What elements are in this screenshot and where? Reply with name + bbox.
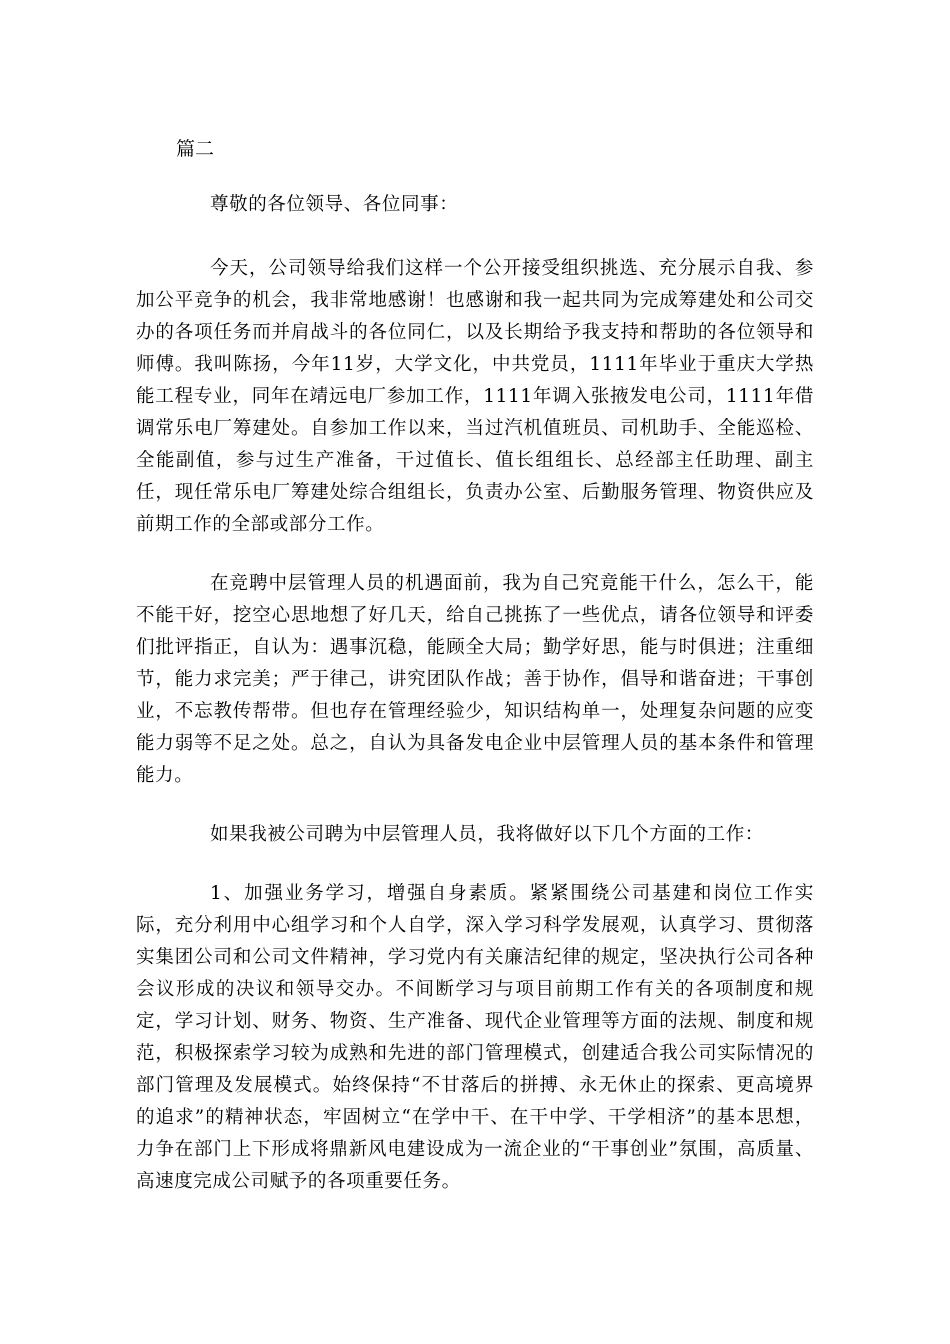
paragraph-self-assessment: 在竞聘中层管理人员的机遇面前，我为自己究竟能干什么，怎么干，能不能干好，挖空心思地想了好几天，给自己挑拣了一些优点，请各位领导和评委们批评指正，自认为：遇事沉稳，能顾全大局；勤学好思，能与时俱进；注重细节，能力求完美；严于律己，讲究团队作战；善于协作，倡导和谐奋进；干事创业，不忘教传帮带。但也存在管理经验少，知识结构单一，处理复杂问题的应变能力弱等不足之处。总之，自认为具备发电企业中层管理人员的基本条件和管理能力。 bbox=[136, 573, 814, 786]
paragraph-introduction: 今天，公司领导给我们这样一个公开接受组织挑选、充分展示自我、参加公平竞争的机会，我非常地感谢！也感谢和我一起共同为完成筹建处和公司交办的各项任务而并肩战斗的各位同仁，以及长期给予我支持和帮助的各位领导和师傅。我叫陈扬，今年11岁，大学文化，中共党员，1111年毕业于重庆大学热能工程专业，同年在靖远电厂参加工作，1111年调入张掖发电公司，1111年借调常乐电厂筹建处。自参加工作以来，当过汽机值班员、司机助手、全能巡检、全能副值，参与过生产准备，干过值长、值长组组长、总经部主任助理、副主任，现任常乐电厂筹建处综合组组长，负责办公室、后勤服务管理、物资供应及前期工作的全部或部分工作。 bbox=[136, 258, 814, 535]
paragraph-plan-item-1: 1、加强业务学习，增强自身素质。紧紧围绕公司基建和岗位工作实际，充分利用中心组学习和个人自学，深入学习科学发展观，认真学习、贯彻落实集团公司和公司文件精神，学习党内有关廉洁纪律的规定，坚决执行公司各种会议形成的决议和领导交办。不间断学习与项目前期工作有关的各项制度和规定，学习计划、财务、物资、生产准备、现代企业管理等方面的法规、制度和规范，积极探索学习较为成熟和先进的部门管理模式，创建适合我公司实际情况的部门管理及发展模式。始终保持“不甘落后的拼搏、永无休止的探索、更高境界的追求”的精神状态，牢固树立“在学中干、在干中学、干学相济”的基本思想，力争在部门上下形成将鼎新风电建设成为一流企业的“干事创业”氛围，高质量、高速度完成公司赋予的各项重要任务。 bbox=[136, 883, 814, 1192]
document-body bbox=[136, 189, 814, 1225]
section-title: 篇二 bbox=[176, 138, 215, 160]
salutation: 尊敬的各位领导、各位同事： bbox=[210, 194, 459, 215]
paragraph-plan-intro: 如果我被公司聘为中层管理人员，我将做好以下几个方面的工作： bbox=[210, 824, 764, 845]
